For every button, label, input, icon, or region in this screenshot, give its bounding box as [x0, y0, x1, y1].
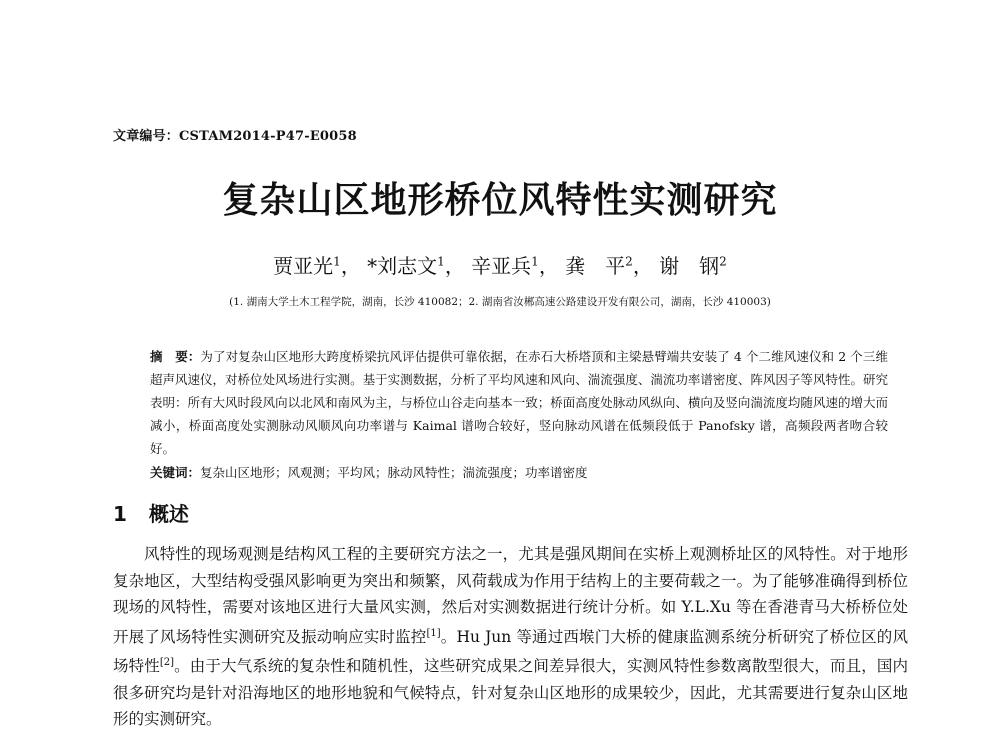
article-number-label: 文章编号：	[113, 129, 180, 144]
section-title: 概述	[148, 502, 189, 526]
abstract-text: 为了对复杂山区地形大跨度桥梁抗风评估提供可靠依据，在赤石大桥塔顶和主梁悬臂端共安装了 4 个二维风速仪和 2 个三维超声风速仪，对桥位处风场进行实测。基于实测数据，分析了平均风速和风向、湍流强度、湍流功率谱密度、阵风因子等风特性。研究表明：所有大风时段风向以北风和南风为主，与桥位山谷走向基本一致；桥面高度处脉动风纵向、横向及竖向湍流度均随风速的增大而减小，桥面高度处实测脉动风顺风向功率谱与 Kaimal 谱吻合较好，竖向脉动风谱在低频段低于 Panofsky 谱，高频段两者吻合较好。	[150, 349, 888, 456]
author: 谢 钢$^2$	[659, 254, 727, 278]
citation-1[interactable]: [1]	[426, 627, 441, 639]
section-heading	[113, 498, 189, 527]
keywords	[150, 463, 888, 481]
keywords-label: 关键词：	[150, 465, 201, 480]
author: 贾亚光$^1$，	[273, 254, 361, 278]
abstract-label: 摘 要：	[150, 349, 201, 364]
author: 龚 平$^2$，	[565, 254, 653, 278]
article-number	[113, 125, 357, 144]
article-number-value: CSTAM2014-P47-E0058	[179, 129, 357, 144]
keywords-text: 复杂山区地形；风观测；平均风；脉动风特性；湍流强度；功率谱密度	[200, 465, 588, 480]
author-list	[0, 250, 1000, 279]
author: 辛亚兵$^1$，	[471, 254, 559, 278]
body-paragraph: 风特性的现场观测是结构风工程的主要研究方法之一，尤其是强风期间在实桥上观测桥址区的风特性。对于地形复杂地区，大型结构受强风影响更为突出和频繁，风荷载成为作用于结构上的主要荷载之一。为了能够准确得到桥位现场的风特性，需要对该地区进行大量风实测，然后对实测数据进行统计分析。如 Y.L.Xu 等在香港青马大桥桥位处开展了风场特性实测研究及振动响应实时监控[1]。Hu Jun 等通过西堠门大桥的健康监测系统分析研究了桥位区的风场特性[2]。由于大气系统的复杂性和随机性，这些研究成果之间差异很大，实测风特性参数离散型很大，而且，国内很多研究均是针对沿海地区的地形地貌和气候特点，针对复杂山区地形的成果较少，因此，尤其需要进行复杂山区地形的实测研究。	[113, 545, 908, 729]
author: *刘志文$^1$，	[367, 254, 465, 278]
citation-2[interactable]: [2]	[159, 657, 175, 669]
section-number: 1	[113, 502, 127, 526]
paper-title: 复杂山区地形桥位风特性实测研究	[222, 180, 778, 221]
abstract	[150, 345, 888, 460]
affiliation: (1. 湖南大学土木工程学院，湖南，长沙 410082；2. 湖南省汝郴高速公路建设开发有限公司，湖南，长沙 410003)	[229, 296, 771, 308]
